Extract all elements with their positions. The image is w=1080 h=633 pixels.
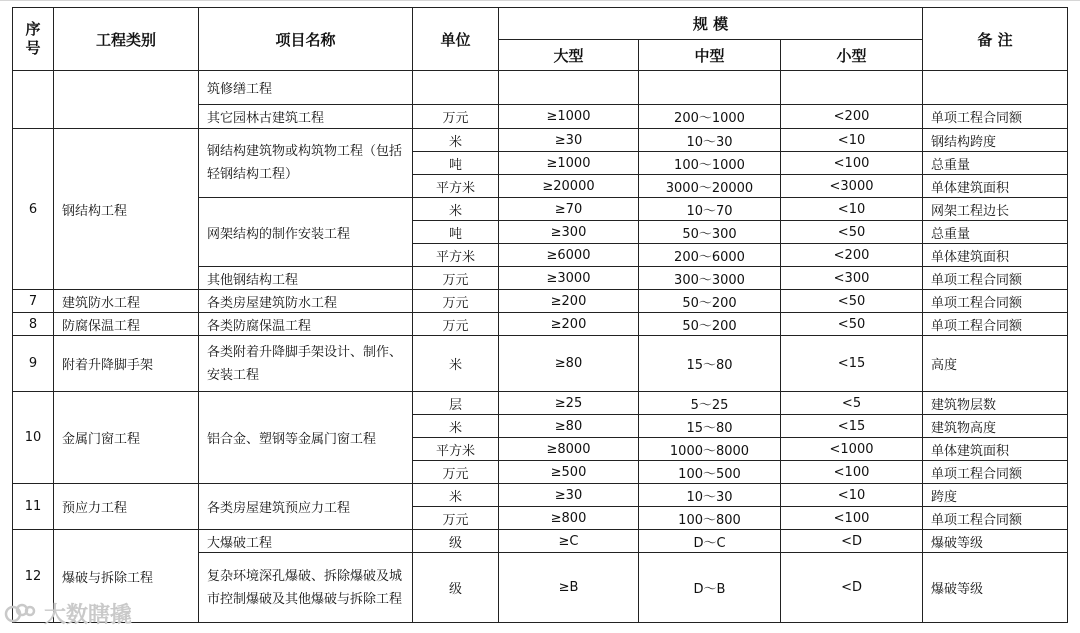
item-cell: 大爆破工程 [199,530,413,553]
small-cell: <15 [781,336,923,392]
header-remark: 备 注 [923,8,1068,71]
item-cell: 复杂环境深孔爆破、拆除爆破及城市控制爆破及其他爆破与拆除工程 [199,553,413,623]
item-cell: 各类房屋建筑预应力工程 [199,484,413,530]
small-cell: <200 [781,244,923,267]
medium-cell: 1000～8000 [639,438,781,461]
remark-cell: 单项工程合同额 [923,313,1068,336]
item-cell: 筑修缮工程 [199,71,413,105]
large-cell: ≥8000 [499,438,639,461]
header-medium: 中型 [639,40,781,71]
remark-cell: 高度 [923,336,1068,392]
remark-cell: 总重量 [923,221,1068,244]
category-cell: 建筑防水工程 [54,290,199,313]
watermark [4,598,132,628]
table-row [13,290,1068,313]
large-cell: ≥800 [499,507,639,530]
large-cell: ≥25 [499,392,639,415]
category-cell: 爆破与拆除工程 [54,530,199,623]
unit-cell: 万元 [413,267,499,290]
category-cell: 附着升降脚手架 [54,336,199,392]
item-cell: 各类附着升降脚手架设计、制作、安装工程 [199,336,413,392]
header-small: 小型 [781,40,923,71]
header-scale: 规 模 [499,8,923,40]
header-item: 项目名称 [199,8,413,71]
large-cell: ≥1000 [499,152,639,175]
unit-cell: 米 [413,198,499,221]
watermark-logo-icon [4,601,38,625]
category-cell: 防腐保温工程 [54,313,199,336]
unit-cell: 万元 [413,313,499,336]
medium-cell-empty [639,71,781,105]
small-cell: <100 [781,461,923,484]
medium-cell: 10～30 [639,129,781,152]
medium-cell: 100～800 [639,507,781,530]
small-cell: <5 [781,392,923,415]
remark-cell-empty [923,71,1068,105]
remark-cell: 单体建筑面积 [923,175,1068,198]
remark-cell: 单项工程合同额 [923,267,1068,290]
small-cell: <300 [781,267,923,290]
item-cell: 铝合金、塑钢等金属门窗工程 [199,392,413,484]
category-cell: 预应力工程 [54,484,199,530]
remark-cell: 爆破等级 [923,530,1068,553]
medium-cell: 50～300 [639,221,781,244]
small-cell: <200 [781,105,923,129]
unit-cell: 级 [413,530,499,553]
unit-cell: 米 [413,484,499,507]
small-cell: <100 [781,507,923,530]
remark-cell: 建筑物高度 [923,415,1068,438]
item-cell: 网架结构的制作安装工程 [199,198,413,267]
large-cell: ≥6000 [499,244,639,267]
unit-cell: 万元 [413,290,499,313]
large-cell: ≥80 [499,336,639,392]
seq-cell: 8 [13,313,54,336]
medium-cell: 50～200 [639,313,781,336]
small-cell: <10 [781,484,923,507]
seq-cell: 7 [13,290,54,313]
medium-cell: 15～80 [639,336,781,392]
unit-cell: 万元 [413,507,499,530]
medium-cell: D～C [639,530,781,553]
page-top-border [0,0,1080,1]
medium-cell: 5～25 [639,392,781,415]
small-cell: <3000 [781,175,923,198]
table-row [13,336,1068,392]
remark-cell: 钢结构跨度 [923,129,1068,152]
remark-cell: 单项工程合同额 [923,290,1068,313]
unit-cell: 平方米 [413,438,499,461]
medium-cell: D～B [639,553,781,623]
remark-cell: 总重量 [923,152,1068,175]
large-cell: ≥30 [499,484,639,507]
small-cell: <50 [781,313,923,336]
category-cell-empty [54,71,199,129]
small-cell: <D [781,553,923,623]
header-seq: 序号 [13,8,54,71]
table-row [13,484,1068,507]
seq-cell: 6 [13,129,54,290]
unit-cell: 平方米 [413,175,499,198]
remark-cell: 单体建筑面积 [923,244,1068,267]
table-row [13,530,1068,553]
table-row [13,392,1068,415]
unit-cell: 米 [413,415,499,438]
unit-cell: 米 [413,336,499,392]
large-cell-empty [499,71,639,105]
unit-cell: 平方米 [413,244,499,267]
unit-cell: 吨 [413,221,499,244]
medium-cell: 50～200 [639,290,781,313]
seq-cell: 11 [13,484,54,530]
medium-cell: 300～3000 [639,267,781,290]
remark-cell: 单项工程合同额 [923,461,1068,484]
unit-cell-empty [413,71,499,105]
remark-cell: 网架工程边长 [923,198,1068,221]
large-cell: ≥30 [499,129,639,152]
seq-cell: 10 [13,392,54,484]
medium-cell: 100～1000 [639,152,781,175]
remark-cell: 单体建筑面积 [923,438,1068,461]
engineering-scale-table [12,7,1068,623]
large-cell: ≥1000 [499,105,639,129]
small-cell: <100 [781,152,923,175]
unit-cell: 级 [413,553,499,623]
medium-cell: 200～1000 [639,105,781,129]
large-cell: ≥80 [499,415,639,438]
small-cell: <15 [781,415,923,438]
table-row [13,71,1068,105]
medium-cell: 10～70 [639,198,781,221]
item-cell: 钢结构建筑物或构筑物工程（包括轻钢结构工程） [199,129,413,198]
seq-cell: 12 [13,530,54,623]
header-category: 工程类别 [54,8,199,71]
remark-cell: 爆破等级 [923,553,1068,623]
remark-cell: 建筑物层数 [923,392,1068,415]
table-header-row [13,8,1068,40]
watermark-text: 大数瞎撬 [44,602,133,628]
large-cell: ≥500 [499,461,639,484]
unit-cell: 米 [413,129,499,152]
large-cell: ≥300 [499,221,639,244]
item-cell: 其它园林古建筑工程 [199,105,413,129]
medium-cell: 15～80 [639,415,781,438]
unit-cell: 吨 [413,152,499,175]
table-row [13,313,1068,336]
small-cell: <10 [781,129,923,152]
category-cell: 金属门窗工程 [54,392,199,484]
large-cell: ≥20000 [499,175,639,198]
large-cell: ≥B [499,553,639,623]
item-cell: 各类房屋建筑防水工程 [199,290,413,313]
small-cell: <10 [781,198,923,221]
large-cell: ≥70 [499,198,639,221]
header-large: 大型 [499,40,639,71]
seq-cell-empty [13,71,54,129]
table-row [13,129,1068,152]
small-cell: <1000 [781,438,923,461]
unit-cell: 层 [413,392,499,415]
remark-cell: 跨度 [923,484,1068,507]
medium-cell: 10～30 [639,484,781,507]
large-cell: ≥200 [499,290,639,313]
large-cell: ≥200 [499,313,639,336]
item-cell: 其他钢结构工程 [199,267,413,290]
large-cell: ≥C [499,530,639,553]
category-cell: 钢结构工程 [54,129,199,290]
small-cell: <50 [781,221,923,244]
seq-cell: 9 [13,336,54,392]
item-cell: 各类防腐保温工程 [199,313,413,336]
medium-cell: 100～500 [639,461,781,484]
small-cell-empty [781,71,923,105]
remark-cell: 单项工程合同额 [923,105,1068,129]
header-unit: 单位 [413,8,499,71]
small-cell: <D [781,530,923,553]
unit-cell: 万元 [413,105,499,129]
unit-cell: 万元 [413,461,499,484]
remark-cell: 单项工程合同额 [923,507,1068,530]
medium-cell: 200～6000 [639,244,781,267]
medium-cell: 3000～20000 [639,175,781,198]
large-cell: ≥3000 [499,267,639,290]
small-cell: <50 [781,290,923,313]
